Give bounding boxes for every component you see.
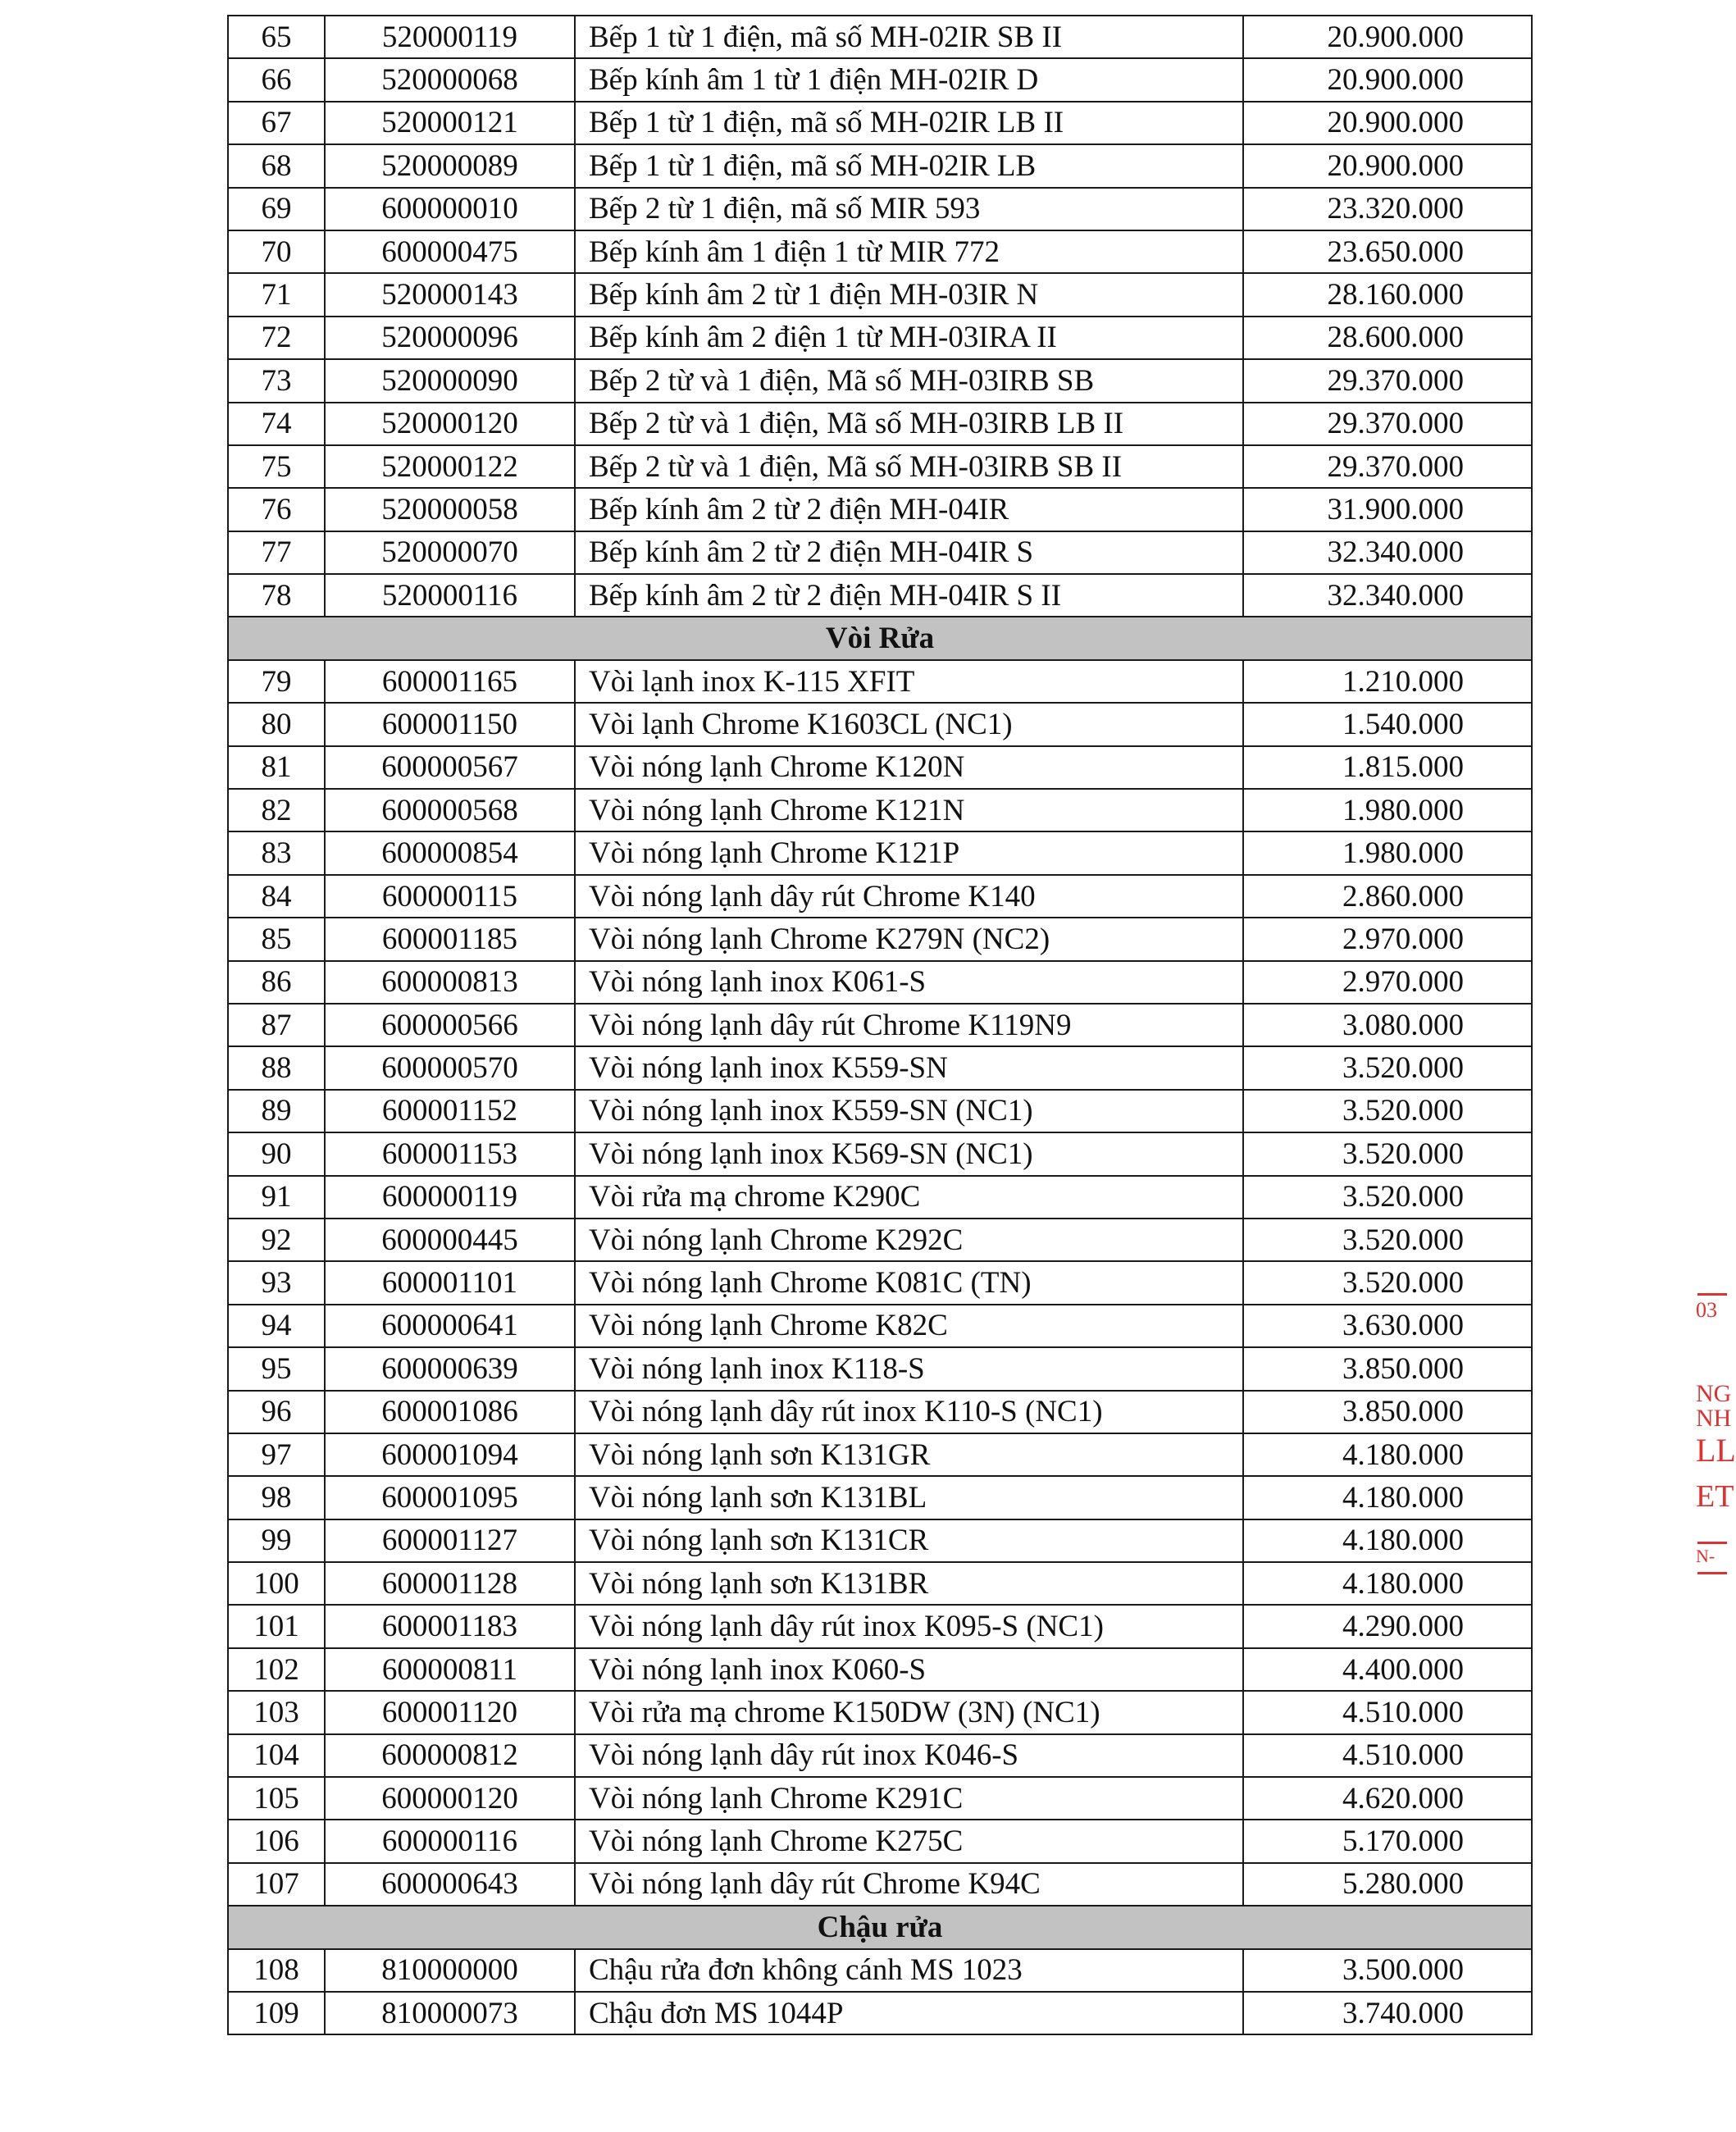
product-code-cell: 600000811 [325,1648,575,1691]
product-code-cell: 520000090 [325,359,575,402]
price-cell: 29.370.000 [1243,445,1532,488]
price-cell: 3.520.000 [1243,1090,1532,1132]
section-header-row [228,617,1532,659]
product-code-cell: 600001153 [325,1132,575,1175]
price-cell: 1.980.000 [1243,831,1532,874]
price-cell: 1.210.000 [1243,660,1532,703]
stamp-text: LL [1696,1432,1736,1469]
table-row [228,488,1532,531]
row-number-cell: 82 [228,789,325,831]
section-header-row [228,1906,1532,1948]
table-row [228,1219,1532,1261]
product-name-cell: Vòi nóng lạnh Chrome K121P [575,831,1243,874]
row-number-cell: 102 [228,1648,325,1691]
product-code-cell: 600001185 [325,918,575,960]
product-name-cell: Vòi nóng lạnh Chrome K292C [575,1219,1243,1261]
row-number-cell: 81 [228,746,325,789]
product-code-cell: 600000570 [325,1046,575,1089]
price-cell: 4.180.000 [1243,1433,1532,1476]
product-code-cell: 600000567 [325,746,575,789]
product-name-cell: Vòi nóng lạnh Chrome K82C [575,1305,1243,1347]
table-row [228,1562,1532,1605]
product-code-cell: 600001120 [325,1691,575,1733]
table-row [228,1605,1532,1647]
product-name-cell: Bếp kính âm 2 từ 2 điện MH-04IR S [575,531,1243,574]
table-row [228,574,1532,617]
price-cell: 1.980.000 [1243,789,1532,831]
product-name-cell: Vòi rửa mạ chrome K290C [575,1176,1243,1219]
row-number-cell: 84 [228,875,325,918]
table-row [228,16,1532,58]
price-list-table [227,15,1533,2035]
price-cell: 28.600.000 [1243,317,1532,359]
table-row [228,531,1532,574]
row-number-cell: 99 [228,1519,325,1562]
row-number-cell: 77 [228,531,325,574]
price-cell: 28.160.000 [1243,273,1532,316]
table-row [228,1476,1532,1519]
product-code-cell: 520000143 [325,273,575,316]
row-number-cell: 74 [228,403,325,445]
product-code-cell: 600000639 [325,1347,575,1390]
row-number-cell: 95 [228,1347,325,1390]
product-name-cell: Vòi nóng lạnh inox K569-SN (NC1) [575,1132,1243,1175]
price-cell: 4.180.000 [1243,1562,1532,1605]
product-code-cell: 520000068 [325,58,575,101]
price-cell: 4.510.000 [1243,1734,1532,1777]
price-cell: 20.900.000 [1243,144,1532,187]
product-code-cell: 520000070 [325,531,575,574]
table-row [228,1648,1532,1691]
price-cell: 4.510.000 [1243,1691,1532,1733]
row-number-cell: 83 [228,831,325,874]
price-cell: 3.520.000 [1243,1046,1532,1089]
product-name-cell: Vòi nóng lạnh dây rút Chrome K94C [575,1863,1243,1906]
product-code-cell: 600001152 [325,1090,575,1132]
row-number-cell: 108 [228,1949,325,1992]
stamp-text: NH [1696,1405,1732,1432]
row-number-cell: 78 [228,574,325,617]
table-row [228,1305,1532,1347]
table-row [228,789,1532,831]
price-cell: 20.900.000 [1243,102,1532,144]
table-row [228,660,1532,703]
product-name-cell: Vòi nóng lạnh sơn K131GR [575,1433,1243,1476]
price-cell: 4.620.000 [1243,1777,1532,1820]
table-row [228,317,1532,359]
price-cell: 29.370.000 [1243,359,1532,402]
product-code-cell: 600001150 [325,703,575,745]
row-number-cell: 86 [228,961,325,1004]
product-code-cell: 810000000 [325,1949,575,1992]
price-cell: 29.370.000 [1243,403,1532,445]
product-name-cell: Vòi nóng lạnh inox K559-SN [575,1046,1243,1089]
product-code-cell: 520000121 [325,102,575,144]
table-row [228,188,1532,230]
price-cell: 32.340.000 [1243,531,1532,574]
product-name-cell: Bếp kính âm 1 điện 1 từ MIR 772 [575,230,1243,273]
product-name-cell: Vòi lạnh Chrome K1603CL (NC1) [575,703,1243,745]
product-code-cell: 600000115 [325,875,575,918]
row-number-cell: 67 [228,102,325,144]
row-number-cell: 90 [228,1132,325,1175]
product-name-cell: Vòi nóng lạnh Chrome K121N [575,789,1243,831]
table-row [228,1734,1532,1777]
row-number-cell: 66 [228,58,325,101]
price-cell: 5.170.000 [1243,1820,1532,1862]
row-number-cell: 70 [228,230,325,273]
price-cell: 3.850.000 [1243,1347,1532,1390]
row-number-cell: 80 [228,703,325,745]
row-number-cell: 97 [228,1433,325,1476]
product-code-cell: 600001094 [325,1433,575,1476]
product-name-cell: Bếp 2 từ 1 điện, mã số MIR 593 [575,188,1243,230]
row-number-cell: 91 [228,1176,325,1219]
product-code-cell: 600000475 [325,230,575,273]
table-row [228,273,1532,316]
product-name-cell: Vòi nóng lạnh sơn K131CR [575,1519,1243,1562]
table-row [228,875,1532,918]
table-row [228,961,1532,1004]
product-code-cell: 520000122 [325,445,575,488]
price-cell: 3.500.000 [1243,1949,1532,1992]
product-code-cell: 600000120 [325,1777,575,1820]
product-name-cell: Vòi nóng lạnh dây rút inox K095-S (NC1) [575,1605,1243,1647]
table-row [228,746,1532,789]
table-row [228,1433,1532,1476]
product-code-cell: 600001095 [325,1476,575,1519]
product-code-cell: 600000445 [325,1219,575,1261]
product-code-cell: 520000089 [325,144,575,187]
row-number-cell: 71 [228,273,325,316]
row-number-cell: 73 [228,359,325,402]
product-code-cell: 600000119 [325,1176,575,1219]
price-cell: 3.520.000 [1243,1132,1532,1175]
product-code-cell: 810000073 [325,1992,575,2034]
product-name-cell: Vòi nóng lạnh Chrome K120N [575,746,1243,789]
row-number-cell: 75 [228,445,325,488]
price-cell: 2.970.000 [1243,918,1532,960]
product-name-cell: Vòi lạnh inox K-115 XFIT [575,660,1243,703]
price-cell: 3.520.000 [1243,1176,1532,1219]
row-number-cell: 98 [228,1476,325,1519]
price-cell: 4.400.000 [1243,1648,1532,1691]
product-name-cell: Vòi nóng lạnh sơn K131BL [575,1476,1243,1519]
section-title: Vòi Rửa [228,617,1532,659]
price-cell: 2.970.000 [1243,961,1532,1004]
product-name-cell: Bếp kính âm 2 từ 2 điện MH-04IR [575,488,1243,531]
row-number-cell: 85 [228,918,325,960]
red-seal-stamp-fragment [1696,1275,1736,1710]
table-row [228,703,1532,745]
table-row [228,918,1532,960]
price-cell: 3.520.000 [1243,1219,1532,1261]
product-code-cell: 520000116 [325,574,575,617]
product-name-cell: Bếp kính âm 2 từ 1 điện MH-03IR N [575,273,1243,316]
row-number-cell: 105 [228,1777,325,1820]
row-number-cell: 76 [228,488,325,531]
price-cell: 32.340.000 [1243,574,1532,617]
table-row [228,144,1532,187]
product-name-cell: Bếp kính âm 1 từ 1 điện MH-02IR D [575,58,1243,101]
product-name-cell: Bếp kính âm 2 từ 2 điện MH-04IR S II [575,574,1243,617]
product-code-cell: 600001101 [325,1261,575,1304]
row-number-cell: 88 [228,1046,325,1089]
product-name-cell: Vòi nóng lạnh inox K559-SN (NC1) [575,1090,1243,1132]
table-row [228,102,1532,144]
row-number-cell: 107 [228,1863,325,1906]
table-row [228,1820,1532,1862]
product-name-cell: Vòi nóng lạnh dây rút inox K110-S (NC1) [575,1391,1243,1433]
table-row [228,1347,1532,1390]
table-row [228,1777,1532,1820]
stamp-text: 03 [1696,1298,1717,1322]
product-code-cell: 600001128 [325,1562,575,1605]
price-cell: 4.290.000 [1243,1605,1532,1647]
price-cell: 3.520.000 [1243,1261,1532,1304]
product-code-cell: 600000568 [325,789,575,831]
product-code-cell: 600000812 [325,1734,575,1777]
price-cell: 2.860.000 [1243,875,1532,918]
row-number-cell: 65 [228,16,325,58]
row-number-cell: 96 [228,1391,325,1433]
price-cell: 31.900.000 [1243,488,1532,531]
price-cell: 5.280.000 [1243,1863,1532,1906]
product-name-cell: Vòi nóng lạnh dây rút Chrome K140 [575,875,1243,918]
product-name-cell: Vòi nóng lạnh inox K118-S [575,1347,1243,1390]
table-row [228,1004,1532,1046]
price-cell: 20.900.000 [1243,16,1532,58]
table-row [228,230,1532,273]
product-code-cell: 600000854 [325,831,575,874]
product-name-cell: Vòi nóng lạnh Chrome K081C (TN) [575,1261,1243,1304]
row-number-cell: 101 [228,1605,325,1647]
row-number-cell: 94 [228,1305,325,1347]
product-code-cell: 600001086 [325,1391,575,1433]
product-name-cell: Vòi nóng lạnh Chrome K279N (NC2) [575,918,1243,960]
table-row [228,1992,1532,2034]
price-cell: 3.080.000 [1243,1004,1532,1046]
row-number-cell: 100 [228,1562,325,1605]
table-row [228,403,1532,445]
product-name-cell: Bếp 1 từ 1 điện, mã số MH-02IR LB [575,144,1243,187]
product-name-cell: Bếp 1 từ 1 điện, mã số MH-02IR SB II [575,16,1243,58]
price-cell: 4.180.000 [1243,1519,1532,1562]
product-name-cell: Bếp 2 từ và 1 điện, Mã số MH-03IRB SB [575,359,1243,402]
price-cell: 3.740.000 [1243,1992,1532,2034]
table-row [228,445,1532,488]
price-cell: 20.900.000 [1243,58,1532,101]
row-number-cell: 93 [228,1261,325,1304]
product-code-cell: 520000096 [325,317,575,359]
price-cell: 3.850.000 [1243,1391,1532,1433]
product-name-cell: Vòi nóng lạnh dây rút Chrome K119N9 [575,1004,1243,1046]
product-code-cell: 600000643 [325,1863,575,1906]
price-cell: 4.180.000 [1243,1476,1532,1519]
row-number-cell: 92 [228,1219,325,1261]
table-row [228,1519,1532,1562]
table-row [228,1863,1532,1906]
product-code-cell: 600000813 [325,961,575,1004]
product-code-cell: 600000116 [325,1820,575,1862]
price-cell: 23.650.000 [1243,230,1532,273]
product-name-cell: Vòi nóng lạnh sơn K131BR [575,1562,1243,1605]
stamp-text: N- [1696,1546,1715,1566]
product-name-cell: Bếp kính âm 2 điện 1 từ MH-03IRA II [575,317,1243,359]
product-code-cell: 600001165 [325,660,575,703]
stamp-text: NG [1696,1380,1732,1407]
product-code-cell: 520000120 [325,403,575,445]
product-name-cell: Vòi nóng lạnh Chrome K275C [575,1820,1243,1862]
price-cell: 1.815.000 [1243,746,1532,789]
product-code-cell: 600000010 [325,188,575,230]
table-row [228,359,1532,402]
price-cell: 1.540.000 [1243,703,1532,745]
price-cell: 3.630.000 [1243,1305,1532,1347]
table-row [228,1391,1532,1433]
product-name-cell: Vòi nóng lạnh inox K061-S [575,961,1243,1004]
table-row [228,1046,1532,1089]
product-name-cell: Vòi nóng lạnh Chrome K291C [575,1777,1243,1820]
row-number-cell: 104 [228,1734,325,1777]
row-number-cell: 69 [228,188,325,230]
row-number-cell: 103 [228,1691,325,1733]
product-name-cell: Vòi nóng lạnh dây rút inox K046-S [575,1734,1243,1777]
table-row [228,58,1532,101]
stamp-text: ET [1696,1479,1734,1514]
table-row [228,1949,1532,1992]
row-number-cell: 68 [228,144,325,187]
row-number-cell: 87 [228,1004,325,1046]
row-number-cell: 72 [228,317,325,359]
product-name-cell: Vòi nóng lạnh inox K060-S [575,1648,1243,1691]
product-code-cell: 520000119 [325,16,575,58]
section-title: Chậu rửa [228,1906,1532,1948]
price-cell: 23.320.000 [1243,188,1532,230]
product-name-cell: Bếp 2 từ và 1 điện, Mã số MH-03IRB SB II [575,445,1243,488]
product-code-cell: 520000058 [325,488,575,531]
product-name-cell: Bếp 1 từ 1 điện, mã số MH-02IR LB II [575,102,1243,144]
row-number-cell: 106 [228,1820,325,1862]
product-name-cell: Chậu đơn MS 1044P [575,1992,1243,2034]
table-row [228,1261,1532,1304]
row-number-cell: 79 [228,660,325,703]
table-row [228,1132,1532,1175]
table-row [228,1090,1532,1132]
product-name-cell: Bếp 2 từ và 1 điện, Mã số MH-03IRB LB II [575,403,1243,445]
table-row [228,1176,1532,1219]
product-code-cell: 600000566 [325,1004,575,1046]
table-row [228,831,1532,874]
row-number-cell: 89 [228,1090,325,1132]
table-row [228,1691,1532,1733]
product-code-cell: 600001183 [325,1605,575,1647]
row-number-cell: 109 [228,1992,325,2034]
product-code-cell: 600000641 [325,1305,575,1347]
product-name-cell: Chậu rửa đơn không cánh MS 1023 [575,1949,1243,1992]
product-name-cell: Vòi rửa mạ chrome K150DW (3N) (NC1) [575,1691,1243,1733]
product-code-cell: 600001127 [325,1519,575,1562]
